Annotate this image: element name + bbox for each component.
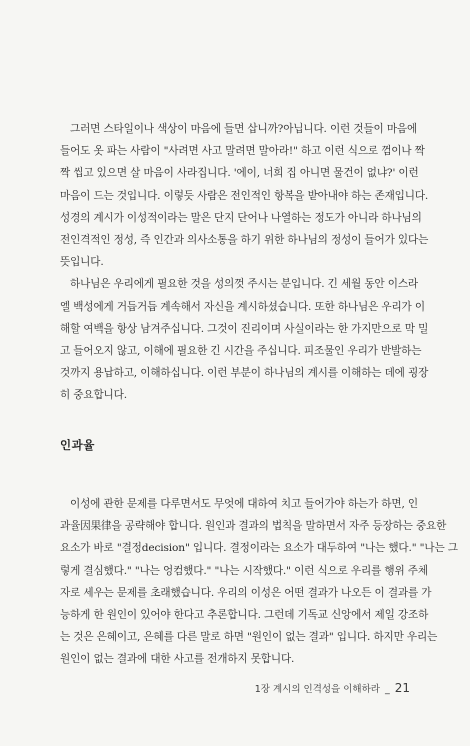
text-line: 엘 백성에게 거듭거듭 계속해서 자신을 계시하셨습니다. 또한 하나님은 우리가 이	[60, 300, 425, 313]
text-line: 는 것은 은혜이고, 은혜를 다른 말로 하면 "원인이 없는 결과" 입니다. 하지만 우리는	[60, 631, 438, 644]
text-line: 자로 세우는 문제를 초래했습니다. 우리의 이성은 어떤 결과가 나오든 이 결과를 가	[60, 586, 432, 599]
text-line: 능하게 한 원인이 있어야 한다고 추론합니다. 그런데 기독교 신앙에서 제일 강조하	[60, 608, 429, 621]
text-line: 짝 씹고 있으면 살 마음이 사라집니다. '에이, 너희 집 아니면 물건이 없냐?' 이런	[60, 167, 419, 180]
text-line: 렇게 결심했다." "나는 엉컴했다." "나는 시작했다." 이런 식으로 우리를 행위 주체	[60, 564, 428, 577]
text-line: 이성에 관한 문제를 다루면서도 무엇에 대하여 치고 들어가야 하는가 하면, 인	[70, 498, 418, 510]
text-line: 그러면 스타일이나 색상이 마음에 들면 삽니까?아닙니다. 이런 것들이 마음에	[70, 123, 418, 135]
text-line: 들어도 옷 파는 사람이 "사려면 사고 말려면 말아라!" 하고 이런 식으로 껌이나 짝	[60, 145, 425, 158]
text-line: 것까지 용납하고, 이해하십니다. 이런 부분이 하나님의 계시를 이해하는 데에 굉장	[60, 367, 429, 380]
text-line: 해할 여백을 항상 남겨주십니다. 그것이 진리이며 사실이라는 한 가지만으로 막 밀	[60, 322, 429, 335]
footer-separator: _	[384, 684, 390, 695]
paragraph-block-causality	[60, 493, 458, 671]
text-line: 마음이 드는 것입니다. 이렇듯 사람은 전인적인 항복을 받아내야 하는 존재입니다.	[60, 189, 429, 202]
paragraph-block-revelation	[60, 118, 429, 406]
text-line: 뜻입니다.	[60, 256, 104, 269]
section-heading: 인과율	[60, 438, 95, 452]
page-footer	[255, 677, 410, 696]
text-line: 전인격적인 정성, 즉 인간과 의사소통을 하기 위한 하나님의 정성이 들어가 있다는	[60, 233, 429, 246]
text-line: 요소가 바로 "결정decision" 입니다. 결정이라는 요소가 대두하여 "나는 했다." "나는 그	[60, 542, 458, 555]
text-line: 히 중요합니다.	[60, 389, 127, 402]
text-line: 고 들어오지 않고, 이해에 필요한 긴 시간을 주십니다. 피조물인 우리가 반발하는	[60, 344, 422, 357]
text-line: 성경의 계시가 이성적이라는 말은 단지 단어나 나열하는 정도가 아니라 하나님의	[60, 211, 422, 224]
chapter-title: 1장 계시의 인격성을 이해하라	[254, 684, 380, 695]
page-number: 21	[394, 681, 410, 695]
text-line: 과율因果律을 공략해야 합니다. 원인과 결과의 법칙을 말하면서 자주 등장하는 중요한	[60, 520, 447, 533]
text-line: 하나님은 우리에게 필요한 것을 성의껏 주시는 분입니다. 긴 세월 동안 이스라	[70, 278, 418, 291]
text-line: 원인이 없는 결과에 대한 사고를 전개하지 못합니다.	[60, 653, 295, 666]
